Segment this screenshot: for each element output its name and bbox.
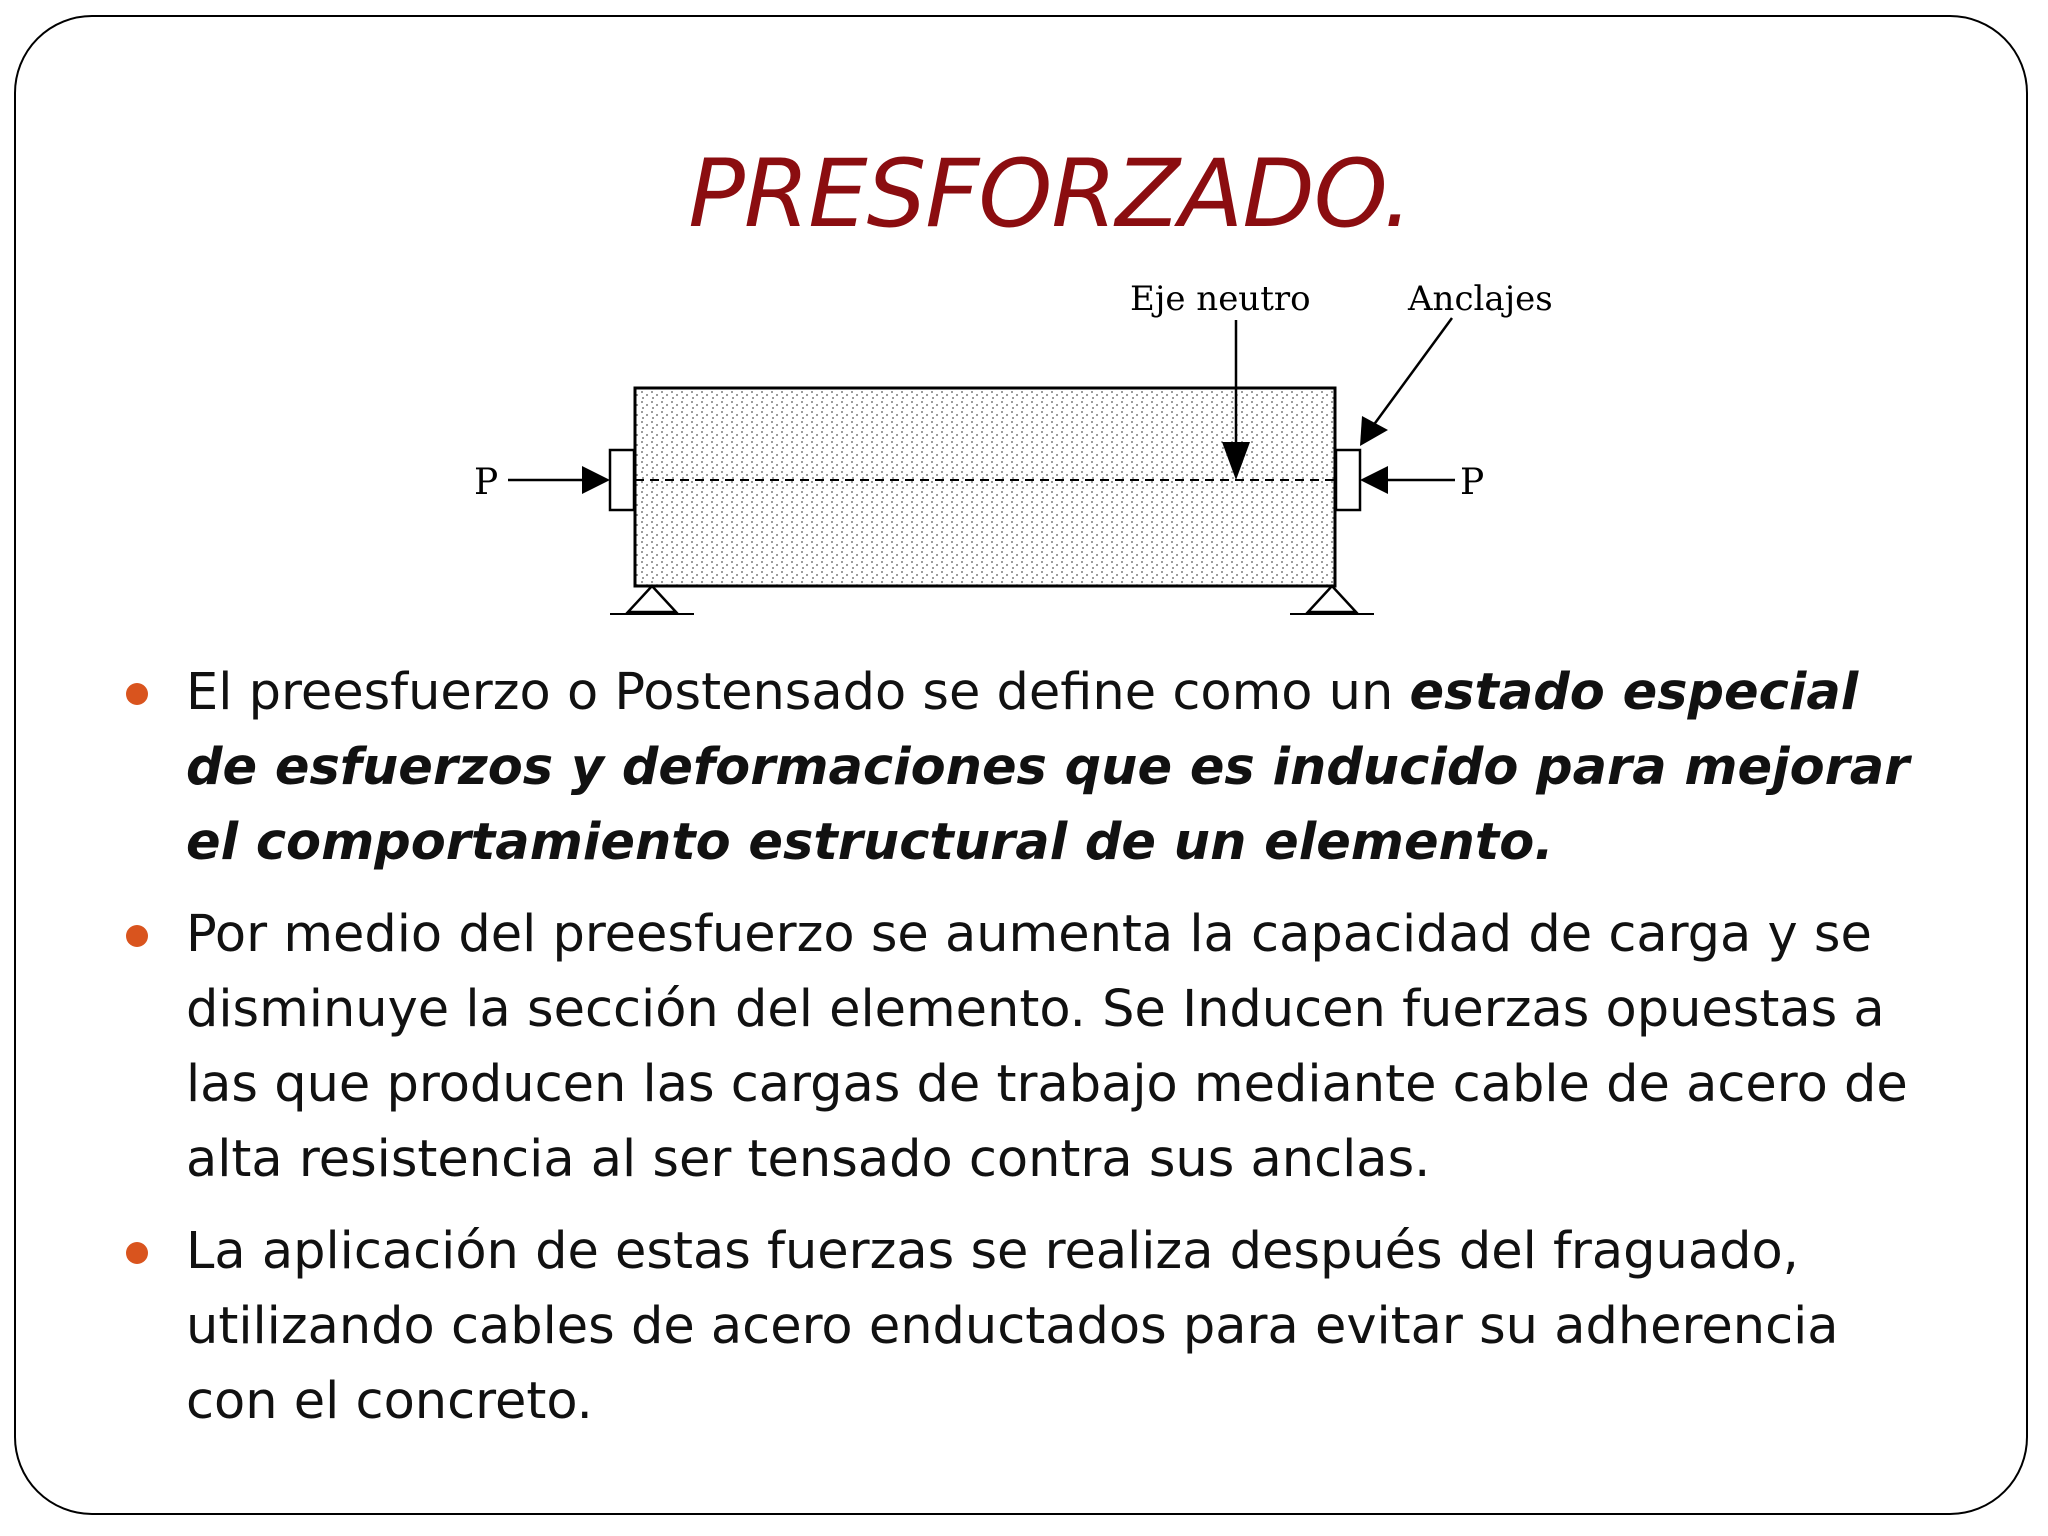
bullet-text: El preesfuerzo o Postensado se define como un xyxy=(186,663,1410,722)
force-label-right: P xyxy=(1460,462,1485,503)
bullet-item-3 xyxy=(126,1214,1926,1439)
bullet-text: La aplicación de estas fuerzas se realiza después del fraguado, utilizando cables de acero enductados para evitar su adherencia con el concreto. xyxy=(186,1222,1839,1431)
bullet-emphasis: estado especial de esfuerzos y deformaciones que es inducido para mejorar el comportamiento estructural de un elemento. xyxy=(186,663,1910,872)
bullet-item-1 xyxy=(126,655,1926,880)
support-right xyxy=(1308,586,1356,612)
anchor-plate-right xyxy=(1336,450,1360,510)
bullet-item-2 xyxy=(126,897,1926,1197)
anchors-pointer xyxy=(1370,318,1452,430)
neutral-axis-label: Eje neutro xyxy=(1130,279,1311,319)
bullet-dot-icon xyxy=(126,683,148,705)
slide-title: PRESFORZADO. xyxy=(688,140,1412,249)
force-label-left: P xyxy=(474,462,499,503)
bullet-dot-icon xyxy=(126,1242,148,1264)
bullet-dot-icon xyxy=(126,925,148,947)
prestressed-beam-diagram xyxy=(460,270,1560,630)
bullet-list xyxy=(126,655,1926,1456)
bullet-text: Por medio del preesfuerzo se aumenta la capacidad de carga y se disminuye la sección del elemento. Se Inducen fuerzas opuestas a las que producen las cargas de trabajo mediante cable de acero de alta resistencia al ser tensado contra sus anclas. xyxy=(186,905,1908,1189)
support-left xyxy=(628,586,676,612)
anchors-label: Anclajes xyxy=(1408,279,1553,319)
concrete-beam xyxy=(635,388,1335,586)
anchor-plate-left xyxy=(610,450,634,510)
